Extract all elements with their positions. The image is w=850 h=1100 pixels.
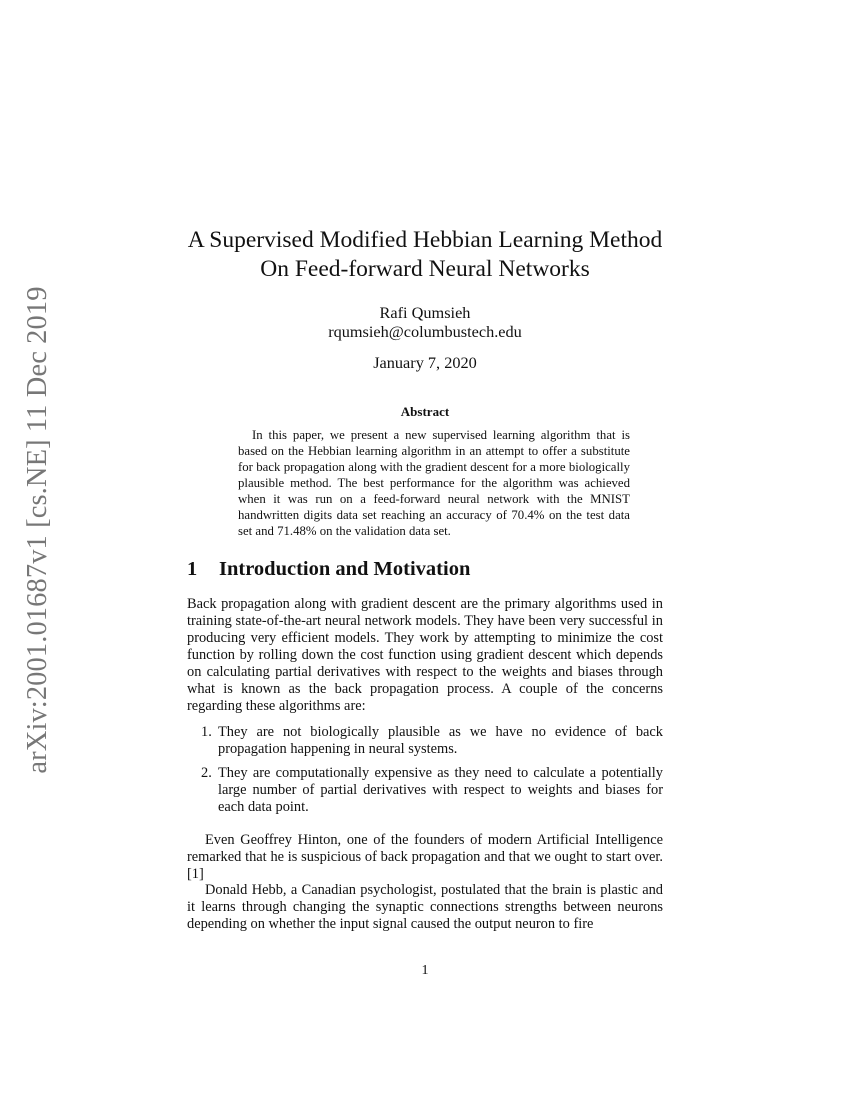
hinton-paragraph (187, 832, 663, 883)
arxiv-identifier: arXiv:2001.01687v1 [cs.NE] 11 Dec 2019 (22, 286, 53, 774)
section-number: 1 (187, 558, 198, 580)
list-item-text: They are computationally expensive as they need to calculate a potentially large number of partial derivatives with respect to weights and biases for each data point. (218, 765, 663, 815)
paper-date: January 7, 2020 (373, 353, 477, 372)
page-number: 1 (421, 963, 429, 978)
list-item (201, 765, 663, 816)
abstract-heading: Abstract (400, 404, 450, 419)
author-email: rqumsieh@columbustech.edu (328, 322, 522, 341)
abstract-body (238, 427, 630, 539)
intro-paragraph (187, 596, 663, 715)
paper-title-line-1: A Supervised Modified Hebbian Learning Method (187, 227, 663, 253)
abstract-text: In this paper, we present a new supervised learning algorithm that is based on the Hebbian learning algorithm in an attempt to offer a substitute for back propagation along with the gradient descent for a more biologically plausible method. The best performance for the algorithm was achieved when it was run on a feed-forward neural network with the MNIST handwritten digits data set reaching an accuracy of 70.4% on the test data set and 71.48% on the validation data set. (238, 428, 630, 538)
section-heading (187, 558, 470, 581)
list-item-text: They are not biologically plausible as we have no evidence of back propagation happening in neural systems. (218, 724, 663, 757)
list-item-marker: 2. (201, 765, 212, 781)
concerns-list (201, 724, 663, 823)
author-name: Rafi Qumsieh (379, 303, 471, 322)
hebb-paragraph-text: Donald Hebb, a Canadian psychologist, postulated that the brain is plastic and it learns through changing the synaptic connections strengths between neurons depending on whether the input signal caused the output neuron to fire (187, 882, 663, 932)
hebb-paragraph (187, 882, 663, 933)
list-item-marker: 1. (201, 724, 212, 740)
paper-title-line-2: On Feed-forward Neural Networks (260, 256, 590, 282)
hinton-paragraph-text: Even Geoffrey Hinton, one of the founders of modern Artificial Intelligence remarked that he is suspicious of back propagation and that we ought to start over. [1] (187, 832, 663, 882)
list-item (201, 724, 663, 758)
intro-paragraph-text: Back propagation along with gradient descent are the primary algorithms used in training state-of-the-art neural network models. They have been very successful in producing very efficient models. They work by attempting to minimize the cost function by rolling down the cost function using gradient descent which depends on calculating partial derivatives with respect to the weights and biases through what is known as the back propagation process. A couple of the concerns regarding these algorithms are: (187, 596, 663, 714)
section-title: Introduction and Motivation (219, 558, 471, 580)
